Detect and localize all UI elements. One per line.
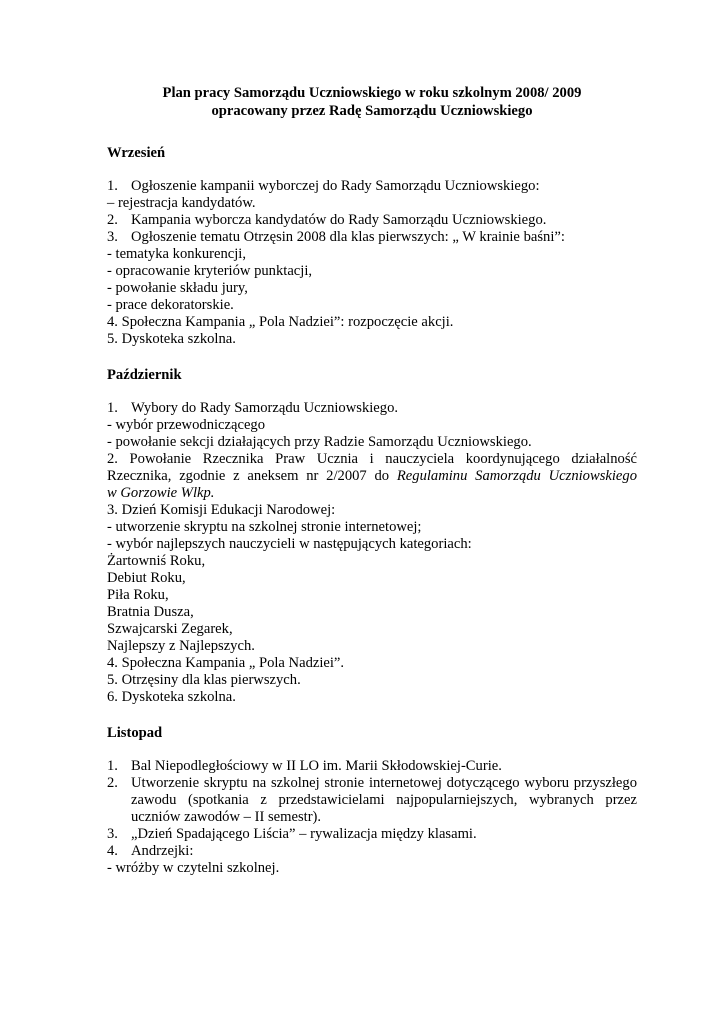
text-line: Bratnia Dusza,	[107, 604, 194, 620]
list-item	[107, 758, 637, 775]
text-line	[107, 485, 637, 502]
text-line: - opracowanie kryteriów punktacji,	[107, 263, 313, 279]
text-line: Żartowniś Roku,	[107, 553, 206, 569]
item-number: 1.	[107, 400, 118, 416]
text-line: Najlepszy z Najlepszych.	[107, 638, 255, 654]
text-line: – rejestracja kandydatów.	[107, 195, 256, 211]
text-line: Debiut Roku,	[107, 570, 186, 586]
list-item	[107, 212, 637, 229]
text-line: Piła Roku,	[107, 587, 169, 603]
item-text: Ogłoszenie kampanii wyborczej do Rady Samorządu Uczniowskiego:	[131, 178, 540, 194]
item-text: Kampania wyborcza kandydatów do Rady Samorządu Uczniowskiego.	[131, 212, 547, 228]
text-line: - wybór przewodniczącego	[107, 417, 266, 433]
regulation-title-cont: w Gorzowie Wlkp.	[107, 485, 215, 501]
section-heading: Październik	[107, 367, 182, 383]
item-number: 3.	[107, 826, 118, 842]
text-span: Rzecznika, zgodnie z aneksem nr 2/2007 do	[107, 468, 397, 484]
list-item	[107, 400, 637, 417]
text-line	[107, 468, 637, 485]
item-text: Wybory do Rady Samorządu Uczniowskiego.	[131, 400, 399, 416]
item-number: 2.	[107, 212, 118, 228]
section-heading: Wrzesień	[107, 145, 166, 161]
text-line: 3. Dzień Komisji Edukacji Narodowej:	[107, 502, 336, 518]
list-item	[107, 775, 637, 826]
text-line: - wróżby w czytelni szkolnej.	[107, 860, 280, 876]
section-pazdziernik	[107, 366, 637, 706]
text-line: 2. Powołanie Rzecznika Praw Ucznia i nauczyciela koordynującego działalność	[107, 451, 637, 467]
regulation-title: Regulaminu Samorządu Uczniowskiego	[396, 468, 637, 484]
section-heading: Listopad	[107, 725, 163, 741]
item-text-line: zawodu (spotkania z przedstawicielami najpopularniejszych, wybranych przez	[131, 792, 637, 808]
list-item	[107, 843, 637, 860]
item-number: 1.	[107, 758, 118, 774]
text-line: Szwajcarski Zegarek,	[107, 621, 233, 637]
item-text-line: uczniów zawodów – II semestr).	[131, 809, 322, 825]
text-line: 4. Społeczna Kampania „ Pola Nadziei”.	[107, 655, 345, 671]
text-line: - powołanie składu jury,	[107, 280, 248, 296]
text-line: - wybór najlepszych nauczycieli w następujących kategoriach:	[107, 536, 472, 552]
item-number: 2.	[107, 775, 118, 791]
item-text: Andrzejki:	[131, 843, 194, 859]
section-listopad	[107, 724, 637, 877]
text-line: - prace dekoratorskie.	[107, 297, 234, 313]
text-line: - utworzenie skryptu na szkolnej stronie internetowej;	[107, 519, 422, 535]
item-text: Ogłoszenie tematu Otrzęsin 2008 dla klas pierwszych: „ W krainie baśni”:	[131, 229, 565, 245]
item-number: 3.	[107, 229, 118, 245]
text-line: 5. Otrzęsiny dla klas pierwszych.	[107, 672, 301, 688]
text-line: 5. Dyskoteka szkolna.	[107, 331, 236, 347]
list-item	[107, 229, 637, 246]
item-number: 4.	[107, 843, 118, 859]
document-title-line-2: opracowany przez Radę Samorządu Uczniowskiego	[211, 103, 533, 119]
document-title-line-1: Plan pracy Samorządu Uczniowskiego w roku szkolnym 2008/ 2009	[162, 85, 582, 101]
text-line: - tematyka konkurencji,	[107, 246, 246, 262]
item-text: Bal Niepodległościowy w II LO im. Marii Skłodowskiej-Curie.	[131, 758, 502, 774]
text-line: - powołanie sekcji działających przy Radzie Samorządu Uczniowskiego.	[107, 434, 532, 450]
list-item	[107, 826, 637, 843]
item-text-line: Utworzenie skryptu na szkolnej stronie internetowej dotyczącego wyboru przyszłego	[131, 775, 637, 791]
item-text: „Dzień Spadającego Liścia” – rywalizacja między klasami.	[131, 826, 477, 842]
item-number: 1.	[107, 178, 118, 194]
list-item	[107, 178, 637, 195]
text-line: 4. Społeczna Kampania „ Pola Nadziei”: rozpoczęcie akcji.	[107, 314, 454, 330]
item-text	[131, 775, 637, 826]
section-wrzesien	[107, 144, 637, 348]
text-line: 6. Dyskoteka szkolna.	[107, 689, 236, 705]
